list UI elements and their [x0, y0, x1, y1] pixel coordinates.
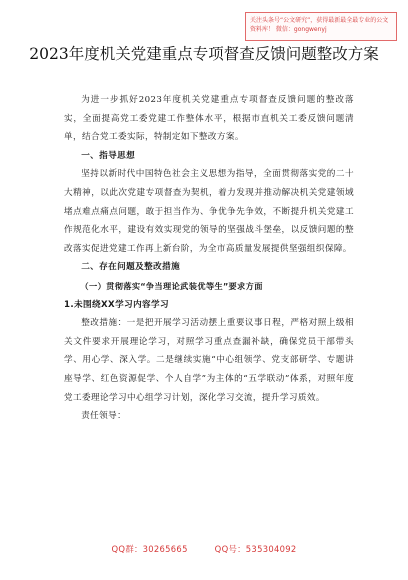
guiding-ideology-paragraph: 坚持以新时代中国特色社会主义思想为指导，全面贯彻落实党的二十大精神，以此次党建专项督查为契机，着力发现并推动解决机关党建领域堵点难点痛点问题，敢于担当作为、争优争先争效，不断提升机关党建工作规范化水平，建设有效实现党的领导的坚强战斗堡垒，以反馈问题的整改落实促进党建工作再上新台阶，为全市高质量发展提供坚强组织保障。 [64, 169, 354, 254]
section-heading-guiding-ideology: 一、指导思想 [81, 150, 136, 161]
intro-paragraph: 为进一步抓好2023年度机关党建重点专项督查反馈问题的整改落实，全面提高党工委党建工作整体水平，根据市直机关工委反馈问题清单，结合党工委实际，特制定如下整改方案。 [64, 95, 354, 143]
qq-number: QQ号：535304092 [214, 544, 297, 554]
document-title: 2023年度机关党建重点专项督查反馈问题整改方案 [29, 45, 379, 63]
qq-group: QQ群：30265665 [111, 544, 188, 554]
promo-banner-text: 关注头条号“公文研究”，获得最新最全最专业的公文资料库！ 微信：gongwenyj [250, 17, 389, 33]
section-heading-problems: 二、存在问题及整改措施 [81, 262, 181, 273]
promo-banner [245, 12, 397, 41]
item-heading-study: 1.未围绕XX学习内容学习 [64, 299, 170, 310]
responsible-leader: 责任领导： [81, 411, 127, 422]
document-body [64, 91, 354, 426]
contact-footer [0, 543, 408, 555]
measures-paragraph: 整改措施：一是把开展学习活动摆上重要议事日程，严格对照上级相关文件要求开展理论学习，对照学习重点查漏补缺，确保党员干部带头学、用心学、深入学。二是继续实施“中心组领学、党支部研学、专题讲座导学、红色资源促学、个人自学”为主体的“五学联动”体系，对照年度党工委理论学习中心组学习计划，深化学习交流，提升学习质效。 [64, 318, 354, 403]
subsection-heading-theory: （一）贯彻落实“争当理论武装优等生”要求方面 [80, 280, 263, 291]
